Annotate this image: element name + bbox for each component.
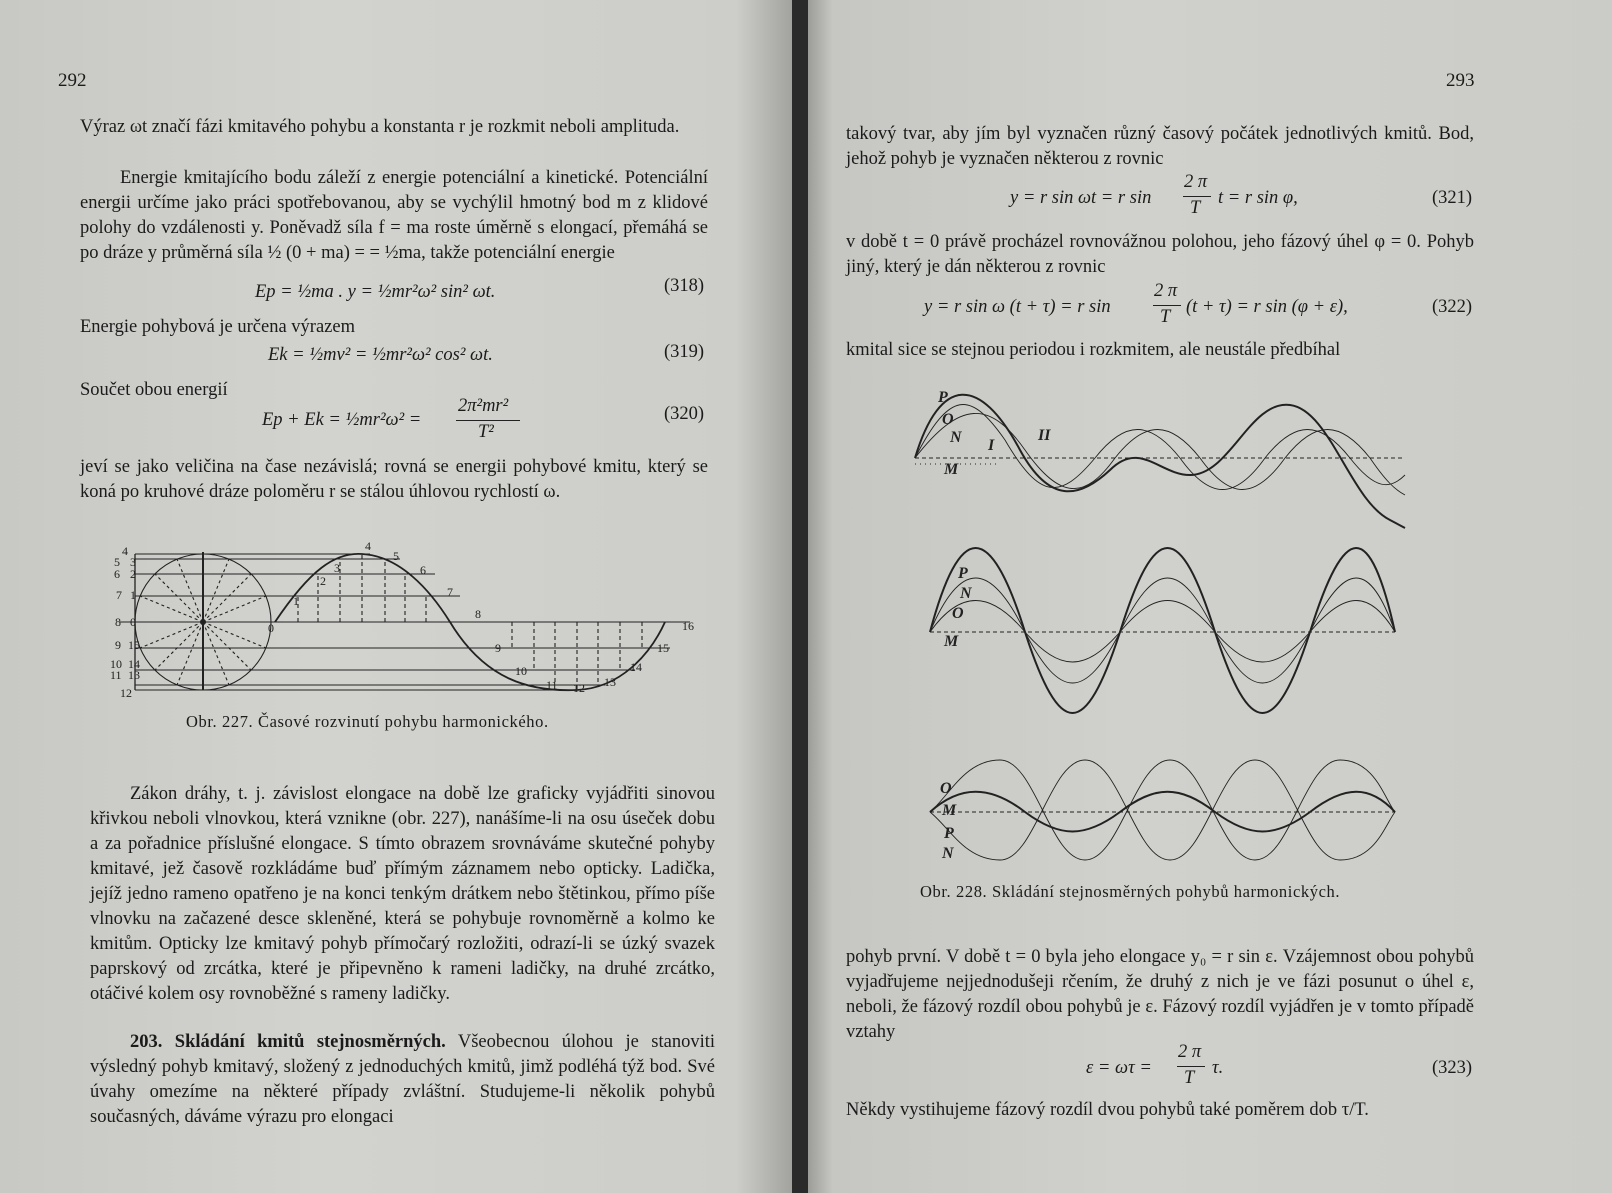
equation-number: (318): [664, 276, 705, 296]
svg-text:11: 11: [110, 668, 122, 682]
equation-number: (322): [1432, 297, 1473, 317]
equation-number: (323): [1432, 1058, 1473, 1078]
svg-text:13: 13: [128, 668, 140, 682]
svg-text:6: 6: [420, 563, 426, 577]
svg-text:9: 9: [495, 641, 501, 655]
figure-caption: Obr. 227. Časové rozvinutí pohybu harmonického.: [186, 712, 549, 731]
equation-number: (321): [1432, 188, 1473, 208]
svg-text:13: 13: [604, 675, 616, 689]
figure-caption: Obr. 228. Skládání stejnosměrných pohybů harmonických.: [920, 882, 1341, 901]
equation-321-denominator: T: [1190, 198, 1201, 218]
svg-text:O: O: [942, 411, 954, 428]
svg-text:0: 0: [268, 621, 274, 635]
svg-text:0: 0: [130, 615, 136, 629]
paragraph: kmital sice se stejnou periodou i rozkmitem, ale neustále předbíhal: [846, 340, 1341, 360]
right-page: [800, 0, 1612, 1193]
equation-322-denominator: T: [1160, 307, 1171, 327]
svg-text:1: 1: [293, 594, 299, 608]
svg-text:10: 10: [110, 657, 122, 671]
equation-320-lhs: Ep + Ek = ½mr²ω² =: [262, 410, 422, 430]
fraction-bar: [1153, 305, 1181, 306]
equation-320-numerator: 2π²mr²: [458, 396, 509, 416]
svg-text:N: N: [950, 429, 962, 446]
svg-text:12: 12: [120, 686, 132, 700]
svg-text:14: 14: [630, 660, 642, 674]
equation-318: Ep = ½ma . y = ½mr²ω² sin² ωt.: [255, 282, 496, 302]
svg-text:N: N: [942, 845, 954, 862]
paragraph: jeví se jako veličina na čase nezávislá; rovná se energii pohybové kmitu, který se koná po kruhové dráze poloměru r se stálou úhlovou rychlostí ω.: [80, 457, 708, 502]
paragraph: v době t = 0 právě procházel rovnovážnou polohou, jeho fázový úhel φ = 0. Pohyb jiný, který je dán některou z rovnic: [846, 232, 1474, 277]
equation-321-numerator: 2 π: [1184, 172, 1208, 192]
svg-text:P: P: [958, 565, 968, 582]
left-page: [0, 0, 800, 1193]
svg-text:N: N: [960, 585, 972, 602]
section-paragraph: [90, 1030, 715, 1130]
svg-text:M: M: [942, 802, 957, 819]
book-gutter: [792, 0, 808, 1193]
fraction-bar: [1177, 1066, 1205, 1067]
svg-text:7: 7: [447, 585, 453, 599]
figure-227: [100, 540, 710, 715]
svg-text:3: 3: [130, 555, 136, 569]
equation-323-denominator: T: [1184, 1068, 1195, 1088]
svg-text:4: 4: [365, 540, 371, 553]
paragraph: Výraz ωt značí fázi kmitavého pohybu a konstanta r je rozkmit neboli amplituda.: [80, 117, 680, 137]
paragraph: Energie kmitajícího bodu záleží z energie potenciální a kinetické. Potenciální energii určíme jako práci spotřebovanou, aby se vychýlil hmotný bod m z klidové polohy do vzdálenosti y. Poněvadž síla f = ma roste úměrně s elongací, přemáhá se po dráze y průměrná síla ½ (0 + ma) = = ½ma, takže potenciální energie: [80, 168, 708, 263]
page-number: 293: [1446, 70, 1475, 91]
svg-text:I: I: [988, 437, 995, 454]
figure-228: [910, 380, 1410, 880]
paragraph: Energie pohybová je určena výrazem: [80, 317, 355, 337]
equation-319: Ek = ½mv² = ½mr²ω² cos² ωt.: [268, 345, 493, 365]
paragraph-text: Všeobecnou úlohou je stanoviti výsledný pohyb kmitavý, složený z jednoduchých kmitů, jimž podléhá týž bod. Své úvahy omezíme na některé případy zvláštní. Studujeme-li několik pohybů současných, dáváme výrazu pro elongaci: [90, 1032, 715, 1127]
equation-321-part-b: t = r sin φ,: [1218, 188, 1298, 208]
equation-323-numerator: 2 π: [1178, 1042, 1202, 1062]
paragraph: takový tvar, aby jím byl vyznačen různý časový počátek jednotlivých kmitů. Bod, jehož pohyb je vyznačen některou z rovnic: [846, 124, 1474, 169]
svg-text:12: 12: [573, 681, 585, 695]
svg-text:7: 7: [116, 588, 122, 602]
equation-322-part-b: (t + τ) = r sin (φ + ε),: [1186, 297, 1348, 317]
svg-text:5: 5: [393, 549, 399, 563]
paragraph: Součet obou energií: [80, 380, 228, 400]
equation-321-part-a: y = r sin ωt = r sin: [1010, 188, 1152, 208]
svg-text:10: 10: [515, 664, 527, 678]
svg-text:9: 9: [115, 638, 121, 652]
svg-text:15: 15: [657, 641, 669, 655]
equation-323-part-b: τ.: [1212, 1058, 1224, 1078]
svg-text:M: M: [944, 633, 959, 650]
equation-number: (319): [664, 342, 705, 362]
paragraph: pohyb první. V době t = 0 byla jeho elongace y₀ = r sin ε. Vzájemnost obou pohybů vyjadřujeme nejjednodušeji rčením, že druhý z nich je ve fázi posunut o úhel ε, neboli, že fázový rozdíl obou pohybů je ε. Fázový rozdíl vyjádřen je v tomto případě vztahy: [846, 947, 1474, 1042]
svg-text:P: P: [938, 389, 948, 406]
svg-text:16: 16: [682, 619, 694, 633]
equation-322-part-a: y = r sin ω (t + τ) = r sin: [924, 297, 1111, 317]
svg-text:8: 8: [115, 615, 121, 629]
svg-text:O: O: [940, 780, 952, 797]
section-heading: 203. Skládání kmitů stejnosměrných.: [130, 1032, 446, 1052]
svg-text:11: 11: [546, 678, 558, 692]
equation-323-part-a: ε = ωτ =: [1086, 1058, 1152, 1078]
equation-number: (320): [664, 404, 705, 424]
svg-text:M: M: [944, 461, 959, 478]
paragraph: Zákon dráhy, t. j. závislost elongace na době lze graficky vyjádřiti sinovou křivkou neboli vlnovkou, která vznikne (obr. 227), nanášíme-li na osu úseček dobu a za pořadnice příslušné elongace. S tímto obrazem srovnáváme skutečné pohyby kmitavé, jež časově rozkládáme buď přímým záznamem nebo opticky. Ladička, jejíž jedno rameno opatřeno je na konci tenkým drátkem nebo štětinkou, přímo píše vlnovku na začazené desce skleněné, která se pohybuje rovnoměrně a kolmo ke kmitům. Opticky lze kmitavý pohyb přímočarý rozložiti, odrazí-li se úzký svazek paprskový od zrcátka, které je připevněno k rameni ladičky, na druhé zrcátko, otáčivé kolem osy rovnoběžné s rameny ladičky.: [90, 784, 715, 1004]
svg-text:2: 2: [130, 567, 136, 581]
svg-text:2: 2: [320, 574, 326, 588]
svg-text:5: 5: [114, 555, 120, 569]
fraction-bar: [456, 420, 520, 421]
equation-320-denominator: T²: [478, 422, 494, 442]
svg-text:4: 4: [122, 544, 128, 558]
svg-text:1: 1: [130, 588, 136, 602]
fraction-bar: [1183, 196, 1211, 197]
svg-text:II: II: [1038, 427, 1051, 444]
svg-text:15: 15: [128, 638, 140, 652]
svg-text:O: O: [952, 605, 964, 622]
page-number: 292: [58, 70, 87, 91]
svg-text:3: 3: [334, 561, 340, 575]
equation-322-numerator: 2 π: [1154, 281, 1178, 301]
svg-text:6: 6: [114, 567, 120, 581]
svg-text:8: 8: [475, 607, 481, 621]
svg-text:P: P: [944, 825, 954, 842]
paragraph: Někdy vystihujeme fázový rozdíl dvou pohybů také poměrem dob τ/T.: [846, 1100, 1369, 1120]
svg-text:14: 14: [128, 657, 140, 671]
